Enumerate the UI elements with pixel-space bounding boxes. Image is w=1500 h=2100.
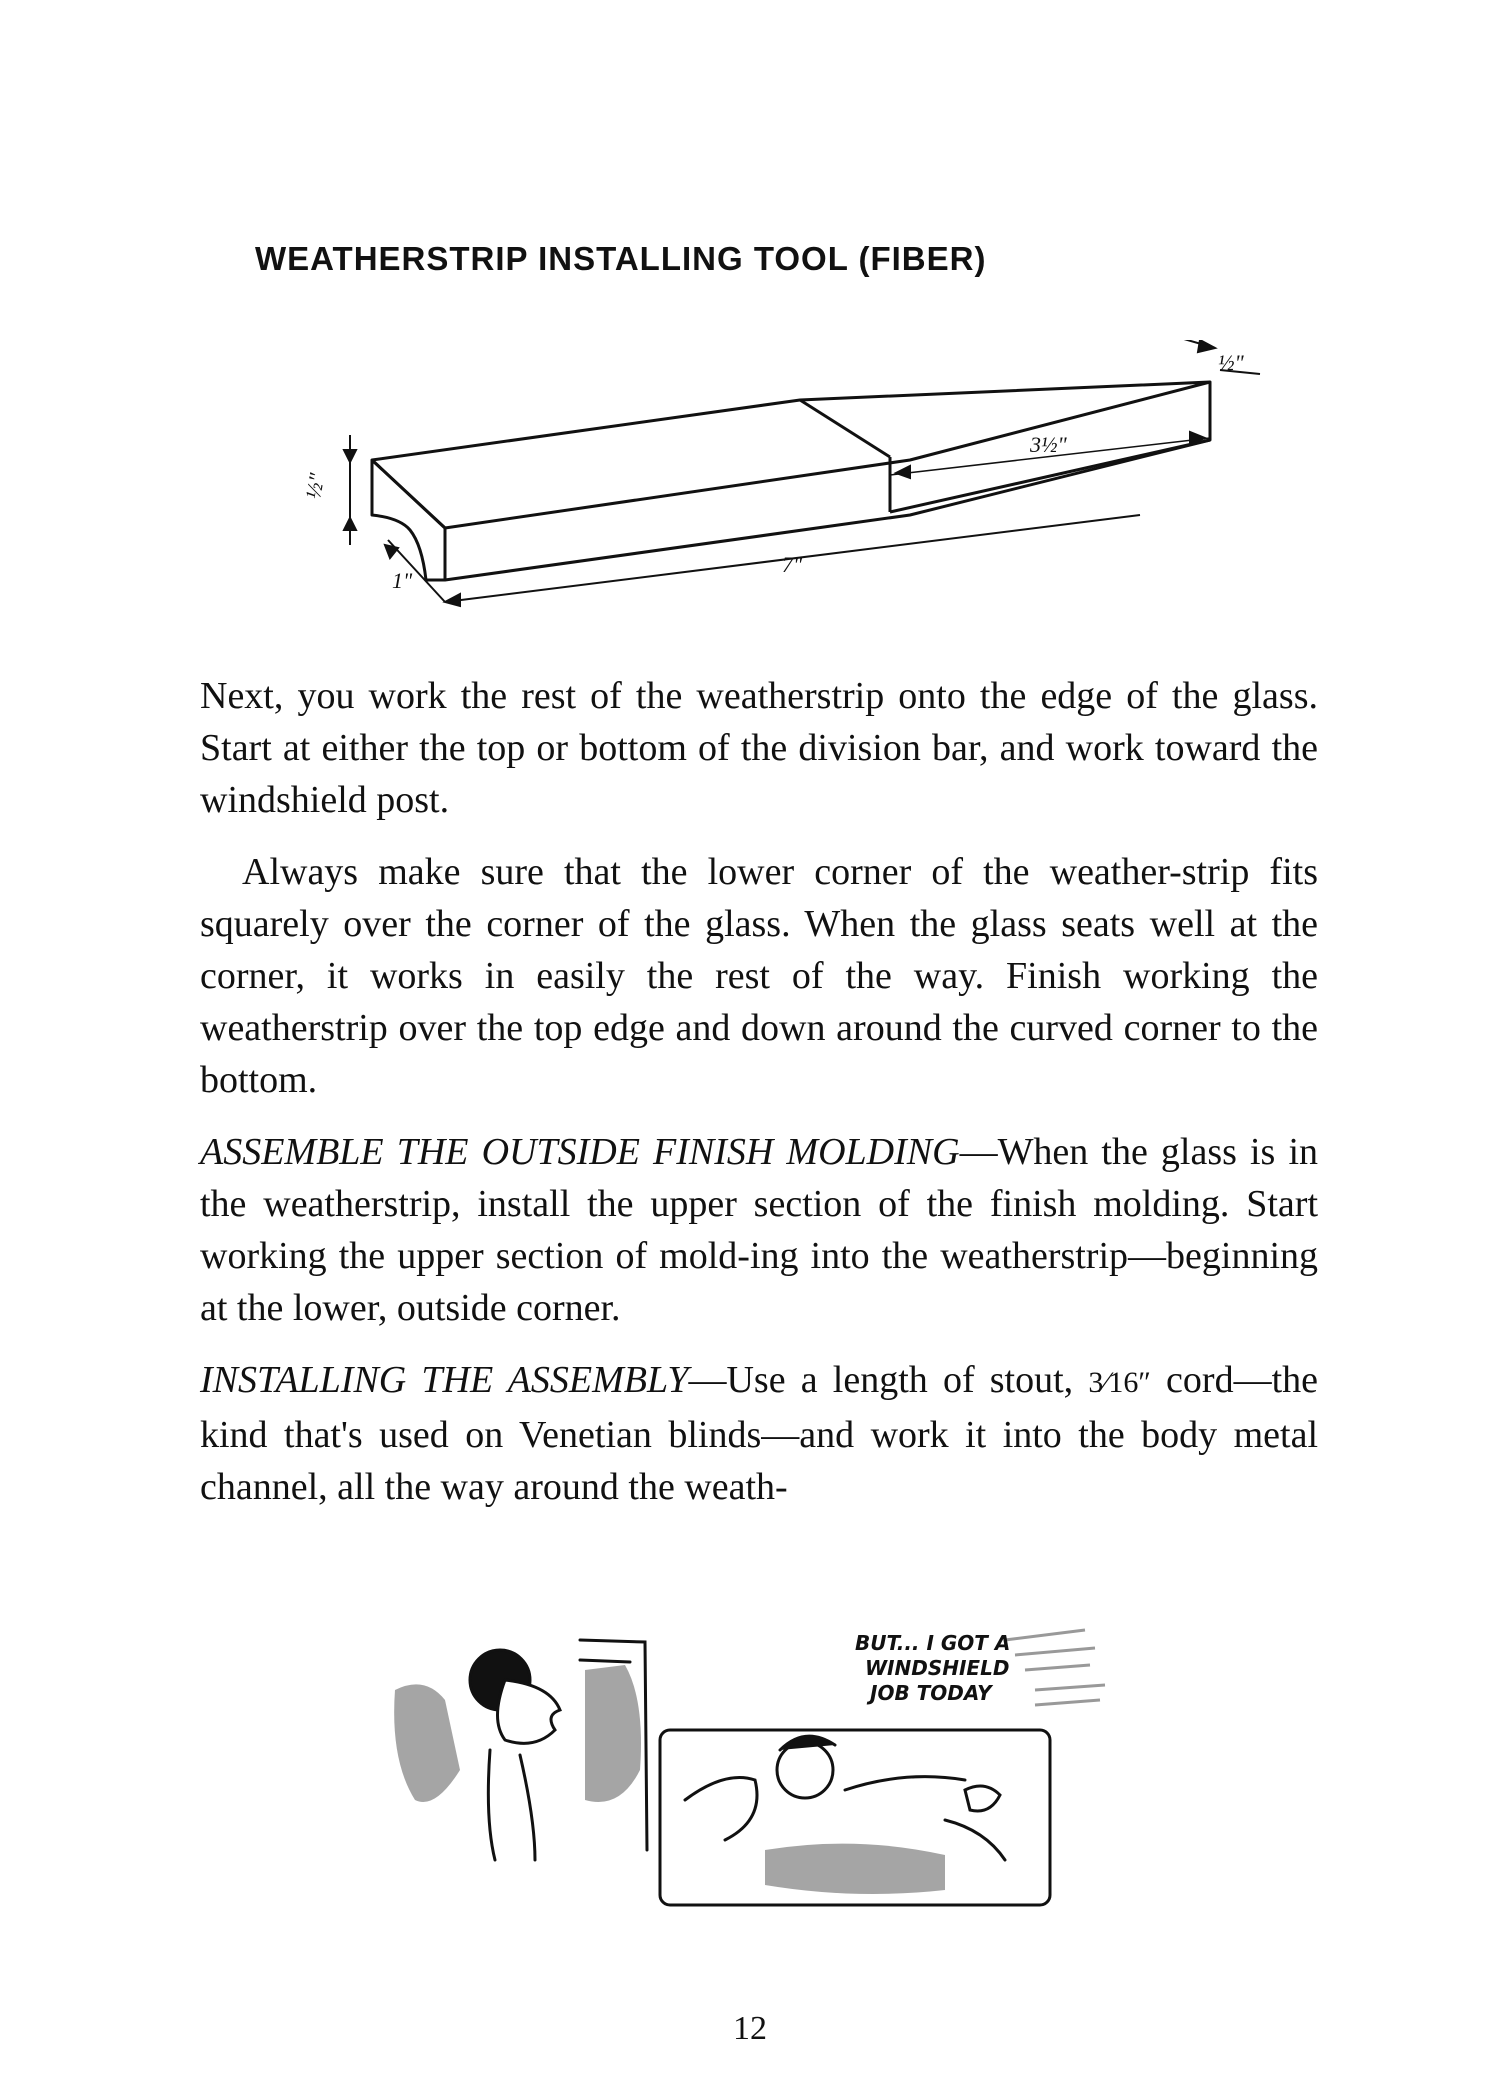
tool-front-face <box>372 382 1210 580</box>
speech-line-2: WINDSHIELD <box>865 1656 1010 1680</box>
page-number: 12 <box>733 2010 767 2047</box>
woman-face <box>498 1680 561 1743</box>
cartoon-illustration <box>385 1620 1145 1920</box>
speech-line-3: JOB TODAY <box>870 1681 992 1705</box>
dim-width-label: 1" <box>392 568 413 593</box>
speech-bubble-text <box>855 1631 1010 1705</box>
paragraph-2: Always make sure that the lower corner of the weather-strip fits squarely over the corner of the glass. When the glass seats well at the corner, it works in easily the rest of the way. Finish working the weatherstrip over the top edge and down around the curved corner to the bottom. <box>200 851 1318 1101</box>
paragraph-1: Next, you work the rest of the weatherstrip onto the edge of the glass. Start at either the top or bottom of the division bar, and work toward the windshield post. <box>200 675 1318 821</box>
paragraph-4-title: INSTALLING THE ASSEMBLY <box>200 1359 689 1401</box>
dim-height-label: ½" <box>300 471 330 501</box>
paragraph-3: ASSEMBLE THE OUTSIDE FINISH MOLDING—When the glass is in the weatherstrip, install the upper section of the finish molding. Start working the upper section of mold-ing into the weatherstrip—beginning at the lower, outside corner. <box>200 1131 1318 1329</box>
section-heading: WEATHERSTRIP INSTALLING TOOL (FIBER) <box>255 240 987 277</box>
cord-size-fraction: 3⁄16″ <box>1088 1366 1151 1399</box>
speech-line-1: BUT... I GOT A <box>855 1631 1011 1655</box>
paragraph-3-title: ASSEMBLE THE OUTSIDE FINISH MOLDING <box>200 1131 960 1173</box>
dim-taper-label: 3½" <box>1030 432 1067 457</box>
dim-tip-label: ½" <box>1218 350 1244 375</box>
body-text <box>200 670 1318 1533</box>
dim-length-label: 7" <box>782 552 803 577</box>
paragraph-4: INSTALLING THE ASSEMBLY—Use a length of stout, 3⁄16″ cord—the kind that's used on Venetian blinds—and work it into the body metal channel, all the way around the weath- <box>200 1359 1318 1508</box>
man-head <box>777 1742 833 1798</box>
tool-top-face <box>372 382 1210 528</box>
tool-diagram <box>300 340 1280 650</box>
